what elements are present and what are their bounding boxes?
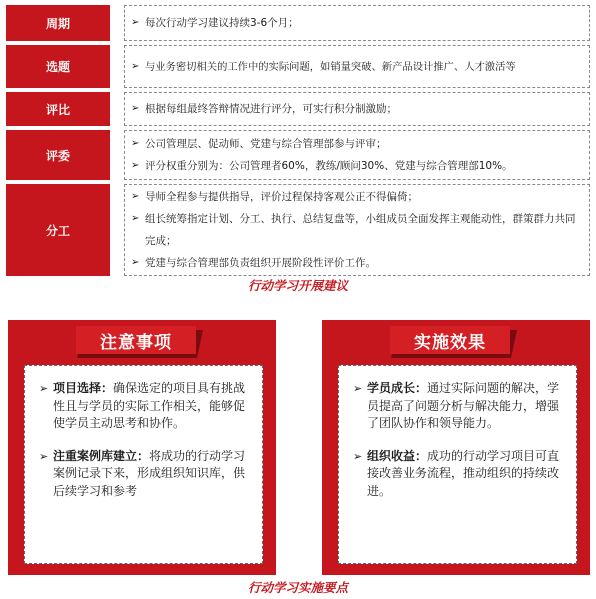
bottom-caption: 行动学习实施要点: [247, 580, 348, 595]
row-content: [124, 5, 590, 41]
panel-title: 注意事项: [76, 326, 196, 354]
arrow-bullet-icon: ➢: [39, 382, 49, 395]
list-item: ➢ 党建与综合管理部负责组织开展阶段性评价工作。: [131, 252, 581, 274]
arrow-bullet-icon: ➢: [131, 213, 140, 224]
suggestion-table: [6, 5, 590, 280]
list-item: ➢ 注重案例库建立：将成功的行动学习案例记录下来，形成组织知识库，供后续学习和参考: [39, 448, 248, 501]
arrow-bullet-icon: ➢: [353, 449, 363, 463]
list-item: ➢ 评分权重分别为：公司管理者60%，教练/顾问30%、党建与综合管理部10%。: [131, 155, 581, 177]
row-label: 评比: [6, 92, 110, 126]
list-item: ➢ 学员成长：通过实际问题的解决，学员提高了问题分析与解决能力，增强了团队协作和领导能力。: [353, 380, 562, 433]
list-item: ➢ 公司管理层、促动师、党建与综合管理部参与评审；: [131, 133, 581, 155]
arrow-bullet-icon: ➢: [39, 449, 49, 463]
list-item: ➢ 与业务密切相关的工作中的实际问题，如销量突破、新产品设计推广、人才激活等: [131, 56, 581, 78]
row-content: [124, 92, 590, 126]
list-item: ➢ 根据每组最终答辩情况进行评分，可实行积分制激励；: [131, 98, 581, 120]
row-label: 评委: [6, 130, 110, 180]
table-row-period: [6, 5, 590, 41]
arrow-bullet-icon: ➢: [131, 17, 140, 28]
table-row-topic: [6, 45, 590, 88]
list-item: ➢ 组织收益：成功的行动学习项目可直接改善业务流程，推动组织的持续改进。: [353, 448, 562, 501]
effects-panel: [322, 320, 590, 575]
table-caption: 行动学习开展建议: [247, 278, 348, 293]
list-item: ➢ 项目选择：确保选定的项目具有挑战性且与学员的实际工作相关，能够促使学员主动思考和协作。: [39, 380, 248, 433]
table-row-judges: [6, 130, 590, 180]
arrow-bullet-icon: ➢: [131, 60, 140, 72]
list-item: ➢ 每次行动学习建议持续3-6个月；: [131, 12, 581, 34]
list-item: ➢ 组长统筹指定计划、分工、执行、总结复盘等，小组成员全面发挥主观能动性，群策群力共同完成；: [131, 208, 581, 252]
panel-content: [338, 365, 577, 564]
arrow-bullet-icon: ➢: [131, 103, 140, 114]
row-content: [124, 45, 590, 88]
row-label: 周期: [6, 5, 110, 41]
notes-panel: [8, 320, 276, 575]
row-content: [124, 130, 590, 180]
panel-content: [24, 365, 263, 564]
row-content: [124, 184, 590, 276]
arrow-bullet-icon: ➢: [353, 382, 363, 395]
arrow-bullet-icon: ➢: [131, 257, 140, 268]
row-label: 选题: [6, 45, 110, 88]
table-row-division: [6, 184, 590, 276]
arrow-bullet-icon: ➢: [131, 191, 140, 202]
panel-title: 实施效果: [390, 326, 510, 354]
table-row-evaluation: [6, 92, 590, 126]
row-label: 分工: [6, 184, 110, 276]
arrow-bullet-icon: ➢: [131, 160, 140, 171]
list-item: ➢ 导师全程参与提供指导，评价过程保持客观公正不得偏倚；: [131, 186, 581, 208]
arrow-bullet-icon: ➢: [131, 138, 140, 149]
